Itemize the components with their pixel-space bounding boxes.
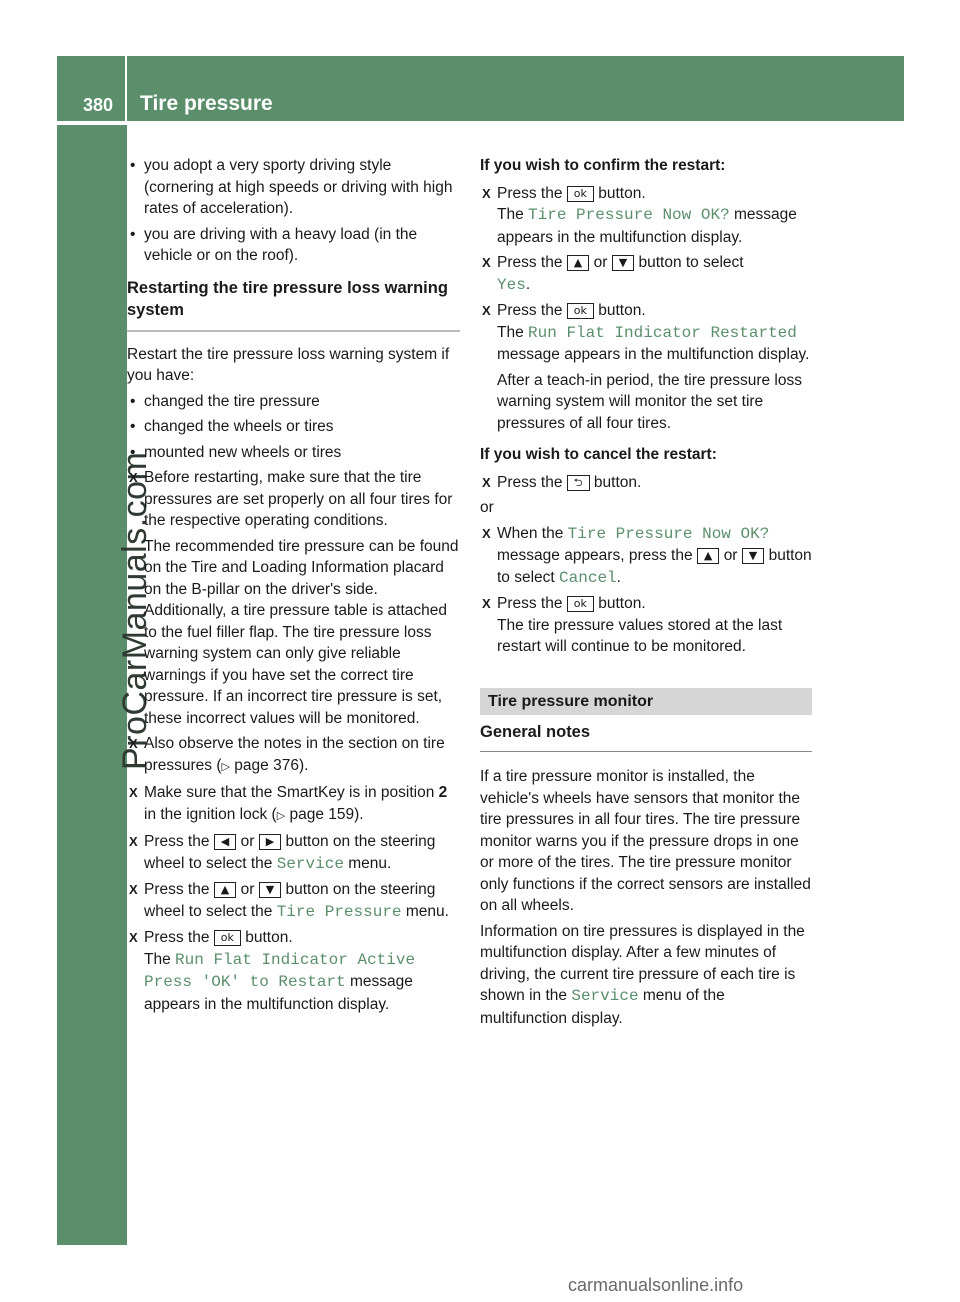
intro-text: Restart the tire pressure loss warning system if you have: (127, 345, 450, 384)
step-text: page 159). (285, 805, 364, 823)
step-text: button on the steering wheel to select the (144, 881, 436, 920)
display-message: Tire Pressure Now OK? (528, 206, 730, 224)
back-button-icon: ⮌ (567, 475, 590, 491)
step-text: button. (593, 473, 642, 491)
step-text: Press the (497, 595, 563, 612)
step-text: or (240, 881, 255, 898)
step-text: or (593, 254, 608, 271)
list-item: • you are driving with a heavy load (in the vehicle or on the roof). (127, 224, 460, 267)
step-text: Also observe the notes in the section on tire pressures ( (144, 735, 445, 774)
step-item (127, 831, 460, 875)
step-text: button. (598, 184, 646, 202)
left-column (127, 155, 460, 1019)
step-item (480, 300, 812, 434)
step-text: Press the (497, 184, 563, 202)
step-item (480, 593, 812, 658)
step-text: When the (497, 524, 564, 542)
display-message: Run Flat Indicator Active Press 'OK' to Restart (144, 950, 416, 991)
header-divider (125, 56, 127, 121)
key-position: 2 (438, 784, 448, 801)
menu-name: Service (571, 987, 639, 1005)
page-ref-icon: ▷ (276, 809, 286, 822)
list-item: • mounted new wheels or tires (127, 442, 460, 464)
step-text: The tire pressure values stored at the last restart will continue to be monitored. (497, 616, 783, 655)
ok-button-icon: ok (214, 930, 241, 946)
step-item (127, 733, 460, 778)
step-item (480, 252, 812, 296)
down-arrow-icon: ▼ (612, 255, 634, 271)
step-text: . (525, 275, 531, 293)
step-text: The (144, 950, 171, 968)
ok-button-icon: ok (567, 303, 594, 319)
step-text: Press the (144, 881, 210, 898)
list-item: • changed the wheels or tires (127, 416, 460, 438)
step-text: page 376). (230, 756, 309, 774)
or-text: or (480, 499, 494, 516)
watermark: ProCarManuals.com (116, 451, 154, 770)
step-text: The (497, 323, 524, 341)
ok-button-icon: ok (567, 596, 594, 612)
paragraph (480, 921, 812, 1030)
step-text: Press the (497, 254, 563, 271)
step-text: message appears in the multifunction display. (144, 973, 413, 1013)
step-text: in the ignition lock ( (144, 805, 277, 823)
step-text: button. (245, 929, 293, 946)
step-text: button to select (638, 254, 744, 271)
menu-name: Service (276, 854, 344, 873)
up-arrow-icon: ▲ (214, 882, 236, 898)
paragraph-text: Information on tire pressures is displayed in the multifunction display. After a few minutes of driving, the current tire pressure of each tire is shown in the (480, 922, 805, 1004)
menu-name: Tire Pressure (276, 902, 402, 921)
right-arrow-icon: ▶ (259, 834, 281, 850)
step-text: or (723, 547, 738, 564)
step-text: menu. (348, 854, 392, 872)
display-message: Tire Pressure Now OK? (567, 524, 770, 543)
step-text: X Before restarting, make sure that the tire pressures are set properly on all four tires for the respective operating conditions. (144, 469, 453, 529)
list-item: • you adopt a very sporty driving style (cornering at high speeds or driving with high rates of acceleration). (127, 155, 460, 220)
step-text: . (616, 568, 621, 586)
step-text: After a teach-in period, the tire pressure loss warning system will monitor the set tire pressures of all four tires. (497, 371, 802, 432)
step-text: Press the (144, 929, 210, 946)
step-item (127, 927, 460, 1015)
heading-rule (480, 751, 812, 752)
step-text: The (497, 206, 524, 223)
section-title: Tire pressure (140, 92, 273, 115)
step-item (127, 879, 460, 923)
heading-rule (127, 330, 460, 332)
step-text: button on the steering wheel to select the (144, 833, 436, 872)
step-text: message appears, press the (497, 547, 693, 564)
step-item (127, 467, 460, 729)
bottom-watermark: carmanualsonline.info (568, 1275, 744, 1295)
step-text: menu. (405, 902, 449, 920)
step-text: Press the (144, 833, 210, 850)
option-value: Yes (497, 275, 526, 294)
down-arrow-icon: ▼ (259, 882, 281, 898)
up-arrow-icon: ▲ (567, 255, 589, 271)
step-item (480, 183, 812, 249)
paragraph-text: menu of the multifunction display. (480, 987, 725, 1027)
list-item: • changed the tire pressure (127, 391, 460, 413)
up-arrow-icon: ▲ (697, 548, 719, 564)
general-notes-heading: General notes (480, 723, 591, 741)
paragraph: If a tire pressure monitor is installed, the vehicle's wheels have sensors that monitor the tire pressures in all four tires. The tire pressure monitor warns you if the pressure drops in one or more of the tires. The tire pressure monitor only functions if the correct sensors are installed on all wheels. (480, 768, 811, 914)
step-text: Press the (497, 473, 563, 491)
page-number: 380 (83, 95, 114, 115)
confirm-heading: If you wish to confirm the restart: (480, 157, 726, 174)
option-value: Cancel (559, 568, 617, 587)
cancel-heading: If you wish to cancel the restart: (480, 446, 717, 463)
step-item (480, 523, 812, 590)
ok-button-icon: ok (567, 186, 594, 202)
left-arrow-icon: ◀ (214, 834, 236, 850)
restart-heading: Restarting the tire pressure loss warning system (127, 278, 448, 319)
step-text: Make sure that the SmartKey is in position (144, 784, 439, 801)
step-item (480, 472, 812, 494)
step-text: message appears in the multifunction display. (497, 346, 810, 363)
page-ref-icon: ▷ (221, 760, 230, 773)
step-text: Press the (497, 302, 563, 319)
display-message: Run Flat Indicator Restarted (528, 323, 797, 342)
step-text: or (240, 833, 255, 850)
down-arrow-icon: ▼ (742, 548, 764, 564)
step-text: button. (598, 595, 646, 612)
right-column (480, 155, 812, 1033)
section-box-title: Tire pressure monitor (480, 688, 812, 716)
step-text: message appears in the multifunction display. (497, 206, 797, 246)
step-text: button to select (497, 547, 812, 586)
step-text: The recommended tire pressure can be found on the Tire and Loading Information placard on the B-pillar on the driver's side. Additionally, a tire pressure table is attached to the fuel filler flap. The tire pressure loss warning system can only give reliable warnings if you have set the correct tire pressure. If an incorrect tire pressure is set, these incorrect values will be monitored. (144, 537, 459, 727)
step-text: button. (598, 302, 646, 319)
step-item (127, 782, 460, 827)
